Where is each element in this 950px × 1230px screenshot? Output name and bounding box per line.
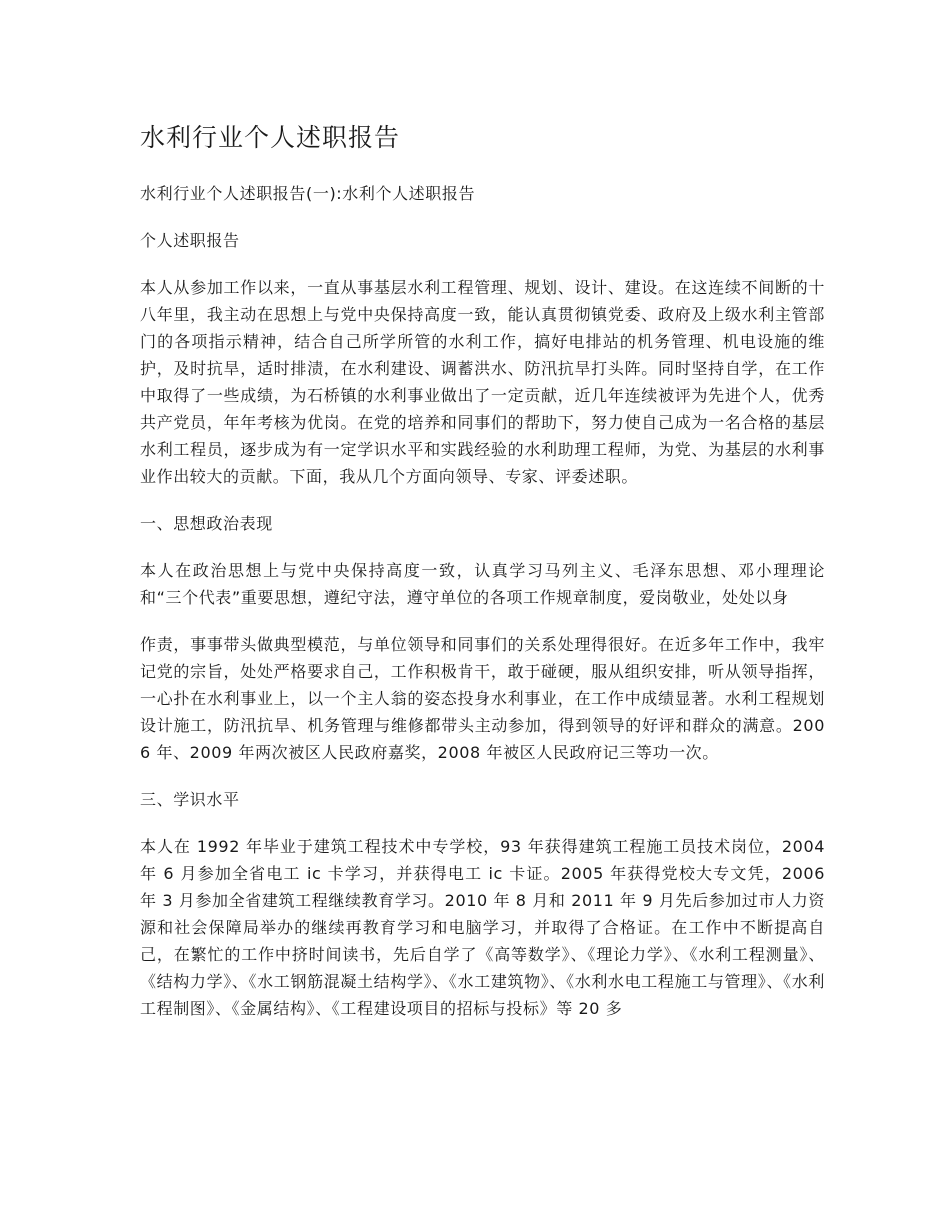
document-body (140, 118, 825, 1042)
document-subtitle: 水利行业个人述职报告(一):水利个人述职报告 (140, 184, 476, 203)
political-paragraph-1: 本人在政治思想上与党中央保持高度一致，认真学习马列主义、毛泽东思想、邓小理理论和“三个代表”重要思想，遵纪守法，遵守单位的各项工作规章制度，爱岗敬业，处处以身 (140, 561, 825, 607)
knowledge-paragraph: 本人在 1992 年毕业于建筑工程技术中专学校，93 年获得建筑工程施工员技术岗位，2004 年 6 月参加全省电工 ic 卡学习，并获得电工 ic 卡证。2005 年获得党校大专文凭，2006 年 3 月参加全省建筑工程继续教育学习。2010 年 8 月和 2011 年 9 月先后参加过市人力资源和社会保障局举办的继续再教育学习和电脑学习，并取得了合格证。在工作中不断提高自己，在繁忙的工作中挤时间读书，先后自学了《高等数学》、《理论力学》、《水利工程测量》、《结构力学》、《水工钢筋混凝土结构学》、《水工建筑物》、《水利水电工程施工与管理》、《水利工程制图》、《金属结构》、《工程建设项目的招标与投标》等 20 多 (140, 837, 825, 1018)
report-label: 个人述职报告 (140, 231, 240, 250)
section-heading-political: 一、思想政治表现 (140, 514, 273, 533)
political-paragraph-2: 作责，事事带头做典型模范，与单位领导和同事们的关系处理得很好。在近多年工作中，我牢记党的宗旨，处处严格要求自己，工作积极肯干，敢于碰硬，服从组织安排，听从领导指挥，一心扑在水利事业上，以一个主人翁的姿态投身水利事业，在工作中成绩显著。水利工程规划设计施工，防汛抗旱、机务管理与维修都带头主动参加，得到领导的好评和群众的满意。2006 年、2009 年两次被区人民政府嘉奖，2008 年被区人民政府记三等功一次。 (140, 635, 825, 762)
section-heading-knowledge: 三、学识水平 (140, 790, 240, 809)
document-title: 水利行业个人述职报告 (140, 123, 401, 152)
intro-paragraph: 本人从参加工作以来，一直从事基层水利工程管理、规划、设计、建设。在这连续不间断的十八年里，我主动在思想上与党中央保持高度一致，能认真贯彻镇党委、政府及上级水利主管部门的各项指示精神，结合自己所学所管的水利工作，搞好电排站的机务管理、机电设施的维护，及时抗旱，适时排渍，在水利建设、调蓄洪水、防汛抗旱打头阵。同时坚持自学，在工作中取得了一些成绩，为石桥镇的水利事业做出了一定贡献，近几年连续被评为先进个人，优秀共产党员，年年考核为优岗。在党的培养和同事们的帮助下，努力使自己成为一名合格的基层水利工程员，逐步成为有一定学识水平和实践经验的水利助理工程师，为党、为基层的水利事业作出较大的贡献。下面，我从几个方面向领导、专家、评委述职。 (140, 278, 825, 486)
